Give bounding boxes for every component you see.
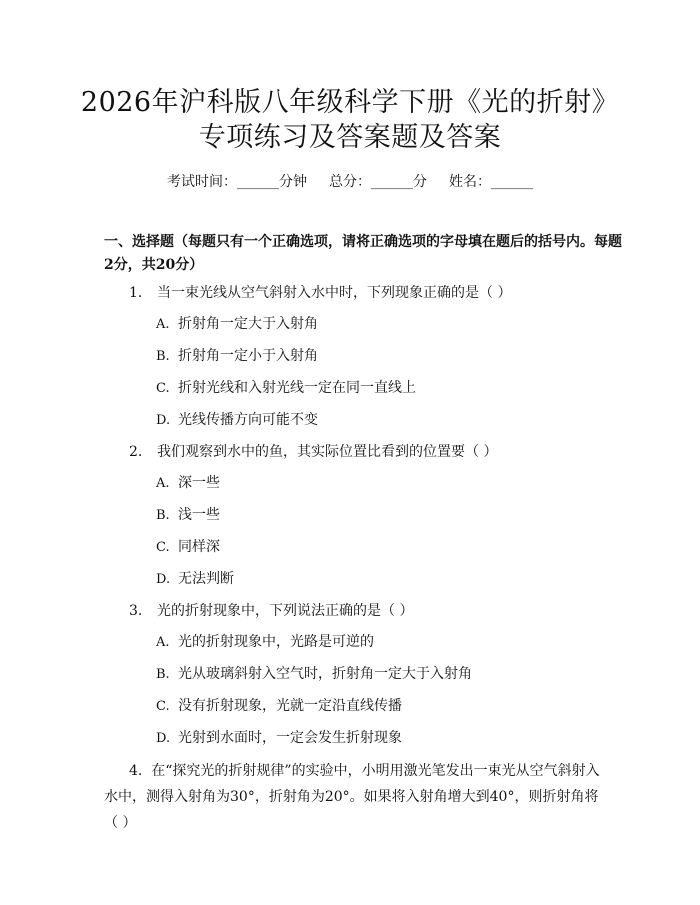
option-1b — [156, 346, 616, 367]
question-number: 1. — [129, 285, 143, 301]
question-3 — [129, 601, 609, 621]
option-3b — [156, 664, 616, 685]
option-text: 折射角一定大于入射角 — [178, 316, 318, 332]
question-number: 2. — [129, 444, 143, 460]
option-text: 深一些 — [178, 475, 220, 491]
option-letter: D. — [156, 572, 171, 587]
total-score-label: 总分：______分 — [329, 174, 427, 190]
question-2 — [129, 442, 609, 462]
question-text: 在“探究光的折射规律”的实验中，小明用激光笔发出一束光从空气斜射入水中，测得入射角为30°，折射角为20°。如果将入射角增大到40°，则折射角将（ ） — [104, 763, 600, 831]
option-letter: D. — [156, 413, 171, 428]
option-text: 光射到水面时，一定会发生折射现象 — [178, 730, 402, 746]
option-1a — [156, 314, 616, 335]
section-heading-choice: 一、选择题（每题只有一个正确选项，请将正确选项的字母填在题后的括号内。每题2分，共20分） — [104, 234, 622, 273]
option-letter: B. — [156, 667, 170, 682]
name-label: 姓名：______ — [449, 174, 533, 190]
question-1 — [129, 283, 609, 303]
question-number: 3. — [129, 603, 143, 619]
option-letter: D. — [156, 731, 171, 746]
option-text: 光线传播方向可能不变 — [178, 412, 318, 428]
option-letter: C. — [156, 381, 170, 396]
option-2c — [156, 537, 616, 558]
option-letter: A. — [156, 317, 170, 332]
exam-meta — [0, 171, 700, 191]
option-text: 光的折射现象中，光路是可逆的 — [178, 634, 374, 650]
option-3a — [156, 632, 616, 653]
option-3d — [156, 728, 616, 749]
option-text: 无法判断 — [178, 571, 234, 587]
question-4 — [104, 758, 604, 836]
question-text: 光的折射现象中，下列说法正确的是（ ） — [157, 603, 414, 619]
option-text: 光从玻璃斜射入空气时，折射角一定大于入射角 — [178, 666, 472, 682]
option-1c — [156, 378, 616, 399]
option-2a — [156, 473, 616, 494]
question-number: 4. — [129, 763, 143, 779]
option-letter: B. — [156, 349, 170, 364]
question-text: 当一束光线从空气斜射入水中时，下列现象正确的是（ ） — [157, 285, 512, 301]
option-letter: C. — [156, 699, 170, 714]
option-text: 浅一些 — [178, 507, 220, 523]
option-2b — [156, 505, 616, 526]
page-title-line2: 专项练习及答案题及答案 — [198, 122, 502, 153]
option-text: 同样深 — [178, 539, 220, 555]
option-text: 折射角一定小于入射角 — [178, 348, 318, 364]
option-3c — [156, 696, 616, 717]
page-title-line1: 2026年沪科版八年级科学下册《光的折射》 — [80, 87, 620, 118]
option-letter: A. — [156, 635, 170, 650]
option-2d — [156, 569, 616, 590]
question-text: 我们观察到水中的鱼，其实际位置比看到的位置要（ ） — [157, 444, 498, 460]
option-text: 折射光线和入射光线一定在同一直线上 — [178, 380, 416, 396]
option-1d — [156, 410, 616, 431]
option-text: 没有折射现象，光就一定沿直线传播 — [178, 698, 402, 714]
exam-time-label: 考试时间：______分钟 — [167, 174, 307, 190]
option-letter: B. — [156, 508, 170, 523]
option-letter: C. — [156, 540, 170, 555]
option-letter: A. — [156, 476, 170, 491]
